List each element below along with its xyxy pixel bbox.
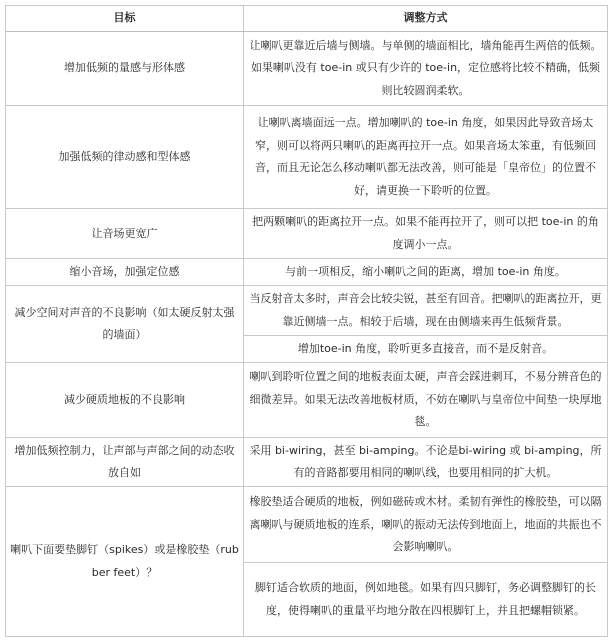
table-row [6, 209, 608, 259]
method-cell: 喇叭到聆听位置之间的地板表面太硬，声音会踩进刺耳，不易分辨音色的细微差异。如果无法改善地板材质，不妨在喇叭与皇帝位中间垫一块厚地毯。 [244, 362, 608, 437]
goal-cell: 让音场更宽广 [6, 209, 244, 259]
table-row [6, 105, 608, 209]
goal-cell: 减少空间对声音的不良影响（如太硬反射太强的墙面） [6, 286, 244, 363]
table-row [6, 286, 608, 336]
adjustment-table [5, 5, 608, 637]
header-method: 调整方式 [244, 6, 608, 32]
header-goal: 目标 [6, 6, 244, 32]
method-cell: 与前一项相反，缩小喇叭之间的距离，增加 toe-in 角度。 [244, 259, 608, 286]
method-cell: 脚钉适合软质的地面，例如地毯。如果有四只脚钉，务必调整脚钉的长度，使得喇叭的重量平均地分散在四根脚钉上，并且把螺帽锁紧。 [244, 563, 608, 637]
method-cell: 增加toe-in 角度，聆听更多直接音，而不是反射音。 [244, 335, 608, 362]
goal-cell: 减少硬质地板的不良影响 [6, 362, 244, 437]
method-cell: 当反射音太多时，声音会比较尖锐，甚至有回音。把喇叭的距离拉开，更靠近侧墙一点。相较于后墙，现在由侧墙来再生低频背景。 [244, 286, 608, 336]
method-cell: 让喇叭更靠近后墙与侧墙。与单侧的墙面相比，墙角能再生两倍的低频。如果喇叭没有 toe-in 或只有少许的 toe-in，定位感将比较不精确，低频则比较圆润柔软。 [244, 31, 608, 105]
table-row [6, 259, 608, 286]
method-cell: 把两颗喇叭的距离拉开一点。如果不能再拉开了，则可以把 toe-in 的角度调小一点。 [244, 209, 608, 259]
goal-cell: 喇叭下面要垫脚钉（spikes）或是橡胶垫（rubber feet）？ [6, 487, 244, 637]
table-header-row [6, 6, 608, 32]
method-cell: 采用 bi-wiring，甚至 bi-amping。不论是bi-wiring 或 bi-amping，所有的音路都要用相同的喇叭线，也要用相同的扩大机。 [244, 437, 608, 487]
goal-cell: 缩小音场，加强定位感 [6, 259, 244, 286]
table-row [6, 362, 608, 437]
goal-cell: 增加低频的量感与形体感 [6, 31, 244, 105]
table-row [6, 487, 608, 563]
method-cell: 橡胶垫适合硬质的地板，例如磁砖或木材。柔韧有弹性的橡胶垫，可以隔离喇叭与硬质地板的连系，喇叭的振动无法传到地面上，地面的共振也不会影响喇叭。 [244, 487, 608, 563]
goal-cell: 增加低频控制力，让声部与声部之间的动态收放自如 [6, 437, 244, 487]
table-row [6, 437, 608, 487]
method-cell: 让喇叭离墙面远一点。增加喇叭的 toe-in 角度，如果因此导致音场太窄，则可以将两只喇叭的距离再拉开一点。如果音场太笨重，有低频回音，而且无论怎么移动喇叭都无法改善，则可能是「皇帝位」的位置不好，请更换一下聆听的位置。 [244, 105, 608, 209]
goal-cell: 加强低频的律动感和型体感 [6, 105, 244, 209]
table-row [6, 31, 608, 105]
